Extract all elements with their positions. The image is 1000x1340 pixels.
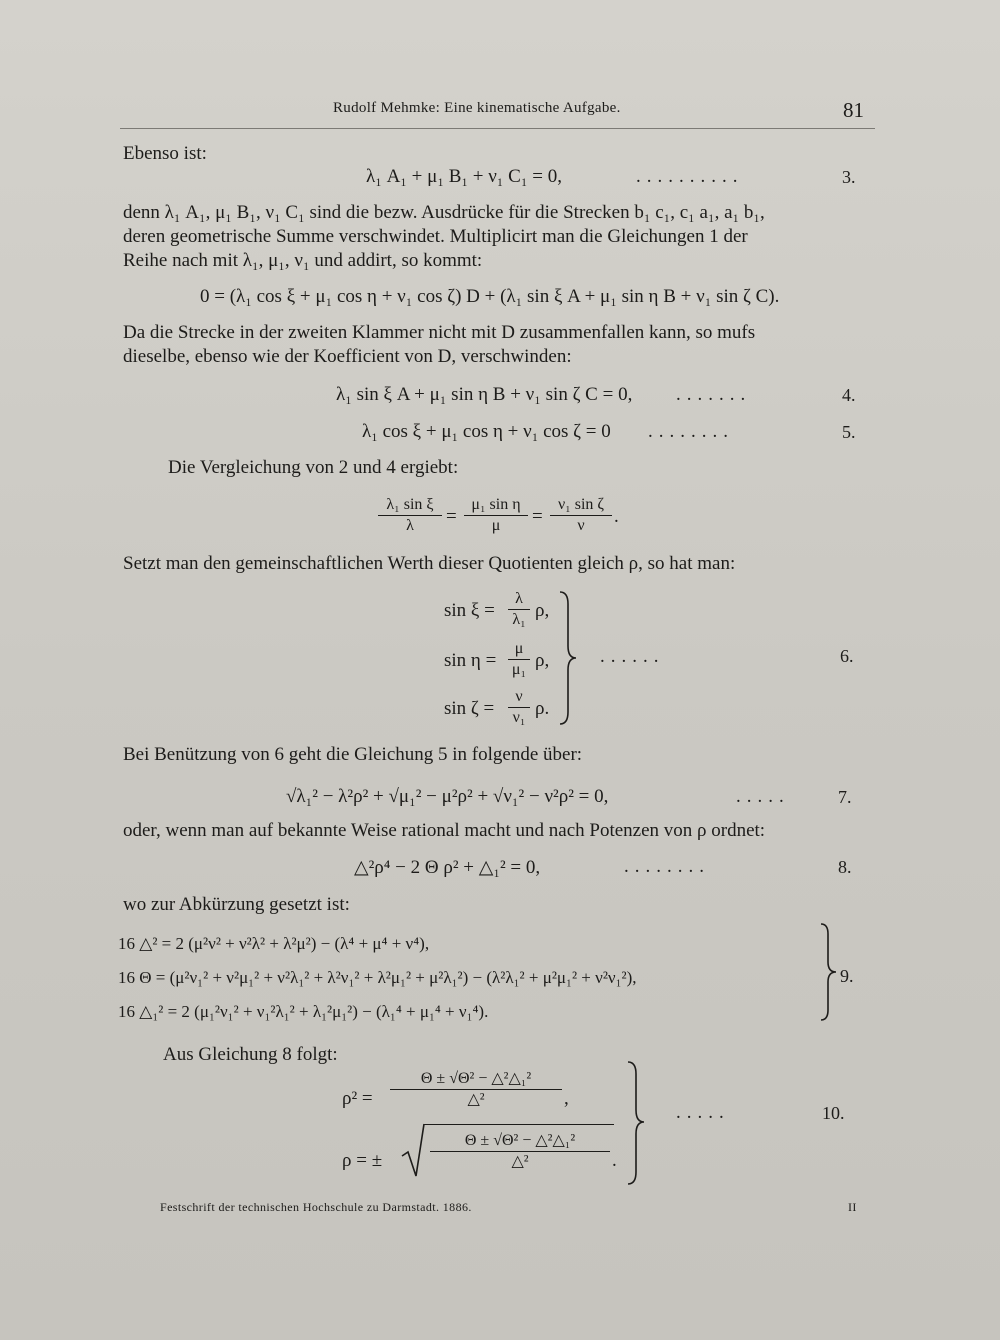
ratio-mu (464, 496, 528, 535)
equation-7: √λ₁² − λ²ρ² + √μ₁² − μ²ρ² + √ν₁² − ν²ρ² = 0, (286, 786, 609, 807)
eq10-line1-numerator: Θ ± √Θ² − △²△₁² (420, 1070, 532, 1087)
eq10-line2-fraction (430, 1132, 610, 1171)
paragraph-da-line2: dieselbe, ebenso wie der Koefficient von D, verschwinden: (123, 346, 572, 367)
paragraph-setzt: Setzt man den gemeinschaftlichen Werth dieser Quotienten gleich ρ, so hat man: (123, 553, 736, 574)
ratio-equals: = (532, 506, 543, 527)
equation-leader-dots: .......... (636, 166, 744, 187)
radical-sign (400, 1122, 426, 1180)
equation-5: λ₁ cos ξ + μ₁ cos η + ν₁ cos ζ = 0 (362, 421, 611, 442)
paragraph-vergleichung: Die Vergleichung von 2 und 4 ergiebt: (168, 457, 459, 478)
eq6-line1-denominator: λ₁ (512, 611, 526, 628)
equation-leader-dots: ..... (676, 1102, 730, 1123)
ratio-lambda (378, 496, 442, 535)
equation-leader-dots: ...... (600, 646, 665, 667)
paragraph-denn-line3: Reihe nach mit λ₁, μ₁, ν₁ und addirt, so kommt: (123, 250, 483, 271)
paragraph-denn-line1: denn λ₁ A₁, μ₁ B₁, ν₁ C₁ sind die bezw. Ausdrücke für die Strecken b₁ c₁, c₁ a₁, a₁ b₁, (123, 202, 765, 223)
equation-number-10: 10. (822, 1103, 845, 1123)
eq10-line2-denominator: △² (511, 1153, 529, 1170)
running-title: Rudolf Mehmke: Eine kinematische Aufgabe. (333, 100, 621, 116)
eq10-line2-lhs: ρ = ± (342, 1150, 383, 1171)
eq6-line1-numerator: λ (515, 590, 523, 607)
fraction-bar (508, 659, 530, 660)
radical-overline (424, 1124, 614, 1125)
eq6-line3-lhs: sin ζ = (444, 698, 495, 719)
eq6-line1-lhs: sin ξ = (444, 600, 495, 621)
eq10-line1-lhs: ρ² = (342, 1088, 373, 1109)
ratio-period: . (614, 506, 619, 527)
fraction-bar (508, 609, 530, 610)
ratio-lambda-denominator: λ (406, 517, 414, 534)
equation-number-4: 4. (842, 385, 856, 405)
eq6-line3-numerator: ν (515, 688, 523, 705)
eq9-right-brace (818, 922, 838, 1022)
paragraph-denn-line2: deren geometrische Summe verschwindet. Multiplicirt man die Gleichungen 1 der (123, 226, 748, 247)
equation-number-8: 8. (838, 857, 852, 877)
eq6-line1-rho: ρ, (535, 600, 550, 621)
paragraph-oder: oder, wenn man auf bekannte Weise rational macht und nach Potenzen von ρ ordnet: (123, 820, 766, 841)
equation-9-line1: 16 △² = 2 (μ²ν² + ν²λ² + λ²μ²) − (λ⁴ + μ⁴ + ν⁴), (118, 934, 430, 953)
equation-leader-dots: ..... (736, 786, 790, 807)
equation-8: △²ρ⁴ − 2 Θ ρ² + △₁² = 0, (354, 857, 541, 878)
fraction-bar (378, 515, 442, 516)
header-rule (120, 128, 875, 129)
fraction-bar (430, 1151, 610, 1152)
equation-number-6: 6. (840, 646, 854, 666)
page-number: 81 (843, 98, 864, 122)
eq10-line2-period: . (612, 1150, 617, 1171)
equation-number-3: 3. (842, 167, 856, 187)
paragraph-bei: Bei Benützung von 6 geht die Gleichung 5 in folgende über: (123, 744, 583, 765)
eq6-line2-denominator: μ₁ (511, 661, 527, 678)
equation-4: λ₁ sin ξ A + μ₁ sin η B + ν₁ sin ζ C = 0, (336, 384, 633, 405)
footer-text: Festschrift der technischen Hochschule zu Darmstadt. 1886. (160, 1200, 472, 1214)
ratio-nu-denominator: ν (577, 517, 585, 534)
eq6-right-brace (556, 590, 578, 726)
eq10-line1-denominator: △² (467, 1091, 485, 1108)
ratio-equals: = (446, 506, 457, 527)
eq6-line3-rho: ρ. (535, 698, 550, 719)
ratio-nu-numerator: ν₁ sin ζ (557, 496, 605, 513)
ratio-mu-denominator: μ (491, 517, 501, 534)
paragraph-wo: wo zur Abkürzung gesetzt ist: (123, 894, 350, 915)
paragraph-aus: Aus Gleichung 8 folgt: (163, 1044, 338, 1065)
ratio-lambda-numerator: λ₁ sin ξ (386, 496, 434, 513)
eq10-line1-comma: , (564, 1088, 569, 1109)
ratio-mu-numerator: μ₁ sin η (471, 496, 521, 513)
fraction-bar (464, 515, 528, 516)
paragraph-da-line1: Da die Strecke in der zweiten Klammer nicht mit D zusammenfallen kann, so mufs (123, 322, 756, 343)
eq10-right-brace (624, 1060, 646, 1186)
eq6-line2-rho: ρ, (535, 650, 550, 671)
eq6-line1-fraction (508, 590, 530, 629)
eq6-line3-fraction (508, 688, 530, 727)
fraction-bar (508, 707, 530, 708)
paragraph-ebenso: Ebenso ist: (123, 143, 207, 164)
eq6-line2-numerator: μ (514, 640, 524, 657)
eq6-line2-fraction (508, 640, 530, 679)
eq10-line2-numerator: Θ ± √Θ² − △²△₁² (464, 1132, 576, 1149)
equation-number-5: 5. (842, 422, 856, 442)
equation-9-line3: 16 △₁² = 2 (μ₁²ν₁² + ν₁²λ₁² + λ₁²μ₁²) − (λ₁⁴ + μ₁⁴ + ν₁⁴). (118, 1002, 489, 1021)
fraction-bar (390, 1089, 562, 1090)
eq6-line3-denominator: ν₁ (512, 709, 526, 726)
equation-number-7: 7. (838, 787, 852, 807)
equation-sum: 0 = (λ₁ cos ξ + μ₁ cos η + ν₁ cos ζ) D + (λ₁ sin ξ A + μ₁ sin η B + ν₁ sin ζ C). (200, 286, 780, 307)
eq10-line1-fraction (390, 1070, 562, 1109)
equation-9-line2: 16 Θ = (μ²ν₁² + ν²μ₁² + ν²λ₁² + λ²ν₁² + λ²μ₁² + μ²λ₁²) − (λ²λ₁² + μ²μ₁² + ν²ν₁²), (118, 968, 637, 987)
equation-leader-dots: ........ (624, 856, 710, 877)
signature-mark: II (848, 1200, 857, 1214)
equation-3: λ₁ A₁ + μ₁ B₁ + ν₁ C₁ = 0, (366, 166, 562, 187)
eq6-line2-lhs: sin η = (444, 650, 497, 671)
fraction-bar (550, 515, 612, 516)
equation-leader-dots: ........ (648, 421, 734, 442)
ratio-nu (550, 496, 612, 535)
equation-number-9: 9. (840, 966, 854, 986)
equation-leader-dots: ....... (676, 384, 752, 405)
